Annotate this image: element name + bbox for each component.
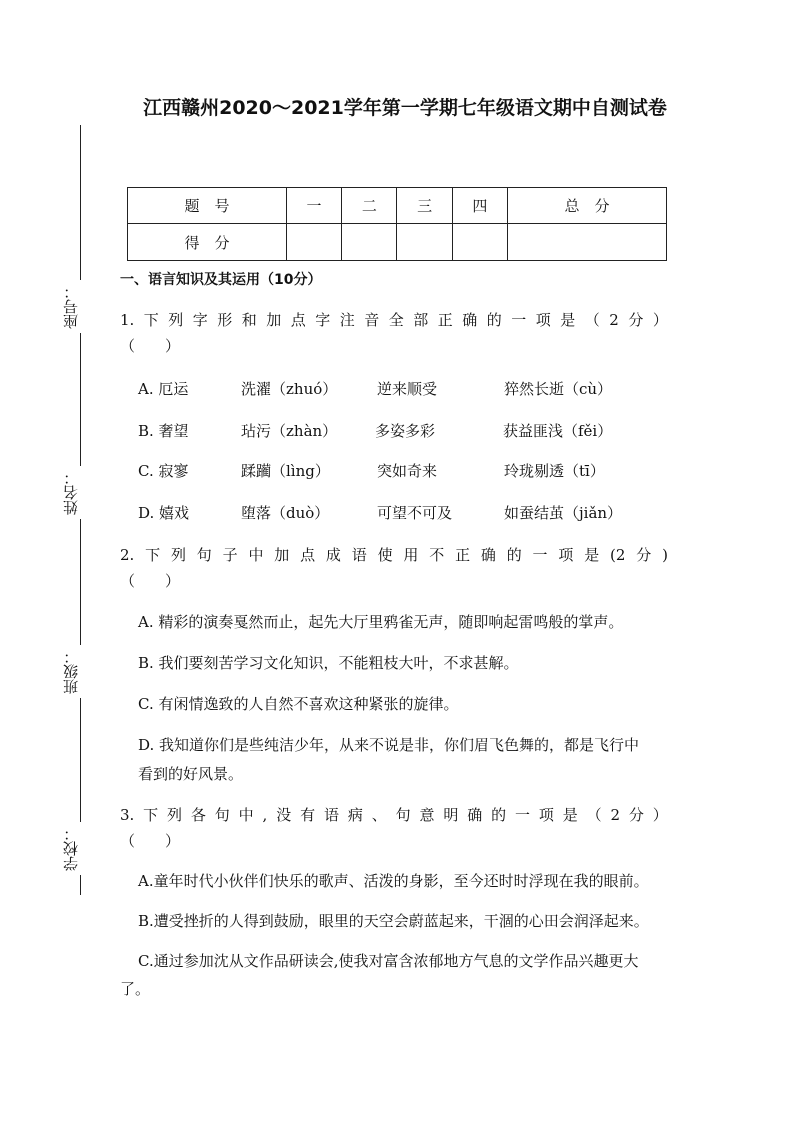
answer-blank: （ ） [120,832,181,850]
stem-char: 句 [214,806,230,824]
stem-char: 列 [168,311,184,329]
stem-char: 形 [217,311,233,329]
header-cell: 四 [452,188,507,224]
stem-char: 点 [290,311,306,329]
stem-char: 中 [248,546,264,564]
stem-char: 一 [532,546,548,564]
score-cell[interactable] [452,224,507,261]
stem-char: 中 [238,806,254,824]
option-part: B. 奢望 [138,422,189,440]
score-cell[interactable] [342,224,397,261]
stem-char: 正 [455,546,471,564]
stem-char: ） [652,311,668,329]
stem-char: 分 [628,311,644,329]
stem-char: 确 [462,311,478,329]
section-heading: 一、语言知识及其运用（10分） [120,272,322,288]
stem-char: 音 [364,311,380,329]
stem-char: 意 [419,806,435,824]
option-part: 猝然长逝（cù） [504,380,613,398]
stem-char: 使 [377,546,393,564]
option-part: 蹂躏（lìng） [241,462,330,480]
stem-char: 分 [628,806,644,824]
stem-char: 点 [300,546,316,564]
header-cell: 题 号 [128,188,287,224]
row-label-cell: 得 分 [128,224,287,261]
question-3-option-c-continued: 了。 [120,980,151,998]
stem-char: 字 [315,311,331,329]
stem-char: 确 [480,546,496,564]
stem-char: 下 [145,546,161,564]
stem-char: 各 [190,806,206,824]
question-1-stem [120,307,668,333]
stem-char: 和 [241,311,257,329]
stem-char: （ [584,311,600,329]
option-part: 玷污（zhàn） [241,422,338,440]
question-2-option-c: C. 有闲情逸致的人自然不喜欢这种紧张的旋律。 [138,695,459,713]
option-part: 玲珑剔透（tī） [504,462,605,480]
stem-char: 列 [170,546,186,564]
page-title: 江西赣州2020～2021学年第一学期七年级语文期中自测试卷 [143,97,667,119]
stem-char: 2. [120,546,135,564]
score-cell[interactable] [286,224,341,261]
stem-char: 有 [300,806,316,824]
option-part: D. 嬉戏 [138,504,190,522]
score-table-header-row [128,188,667,224]
question-2-option-d: D. 我知道你们是些纯洁少年，从来不说是非，你们眉飞色舞的，都是飞行中 [138,736,640,754]
stem-char: 是 [562,806,578,824]
option-part: 突如奇来 [377,462,438,480]
question-3-stem [120,802,668,828]
option-part: 逆来顺受 [377,380,438,398]
stem-char: 没 [276,806,292,824]
seat-number-label: 座号： [60,280,84,333]
question-2-option-a: A. 精彩的演奏戛然而止，起先大厅里鸦雀无声，随即响起雷鸣般的掌声。 [138,613,624,631]
option-part: 获益匪浅（fěi） [503,422,613,440]
stem-char: 病 [347,806,363,824]
answer-blank: （ ） [120,572,181,590]
stem-char: 一 [514,806,530,824]
stem-char: 一 [511,311,527,329]
option-part: 如蚕结茧（jiǎn） [504,504,623,522]
option-part: 多姿多彩 [375,422,436,440]
stem-char: ） [652,806,668,824]
stem-char: 是 [560,311,576,329]
stem-char: 语 [351,546,367,564]
score-cell[interactable] [397,224,452,261]
question-2-option-b: B. 我们要刻苦学习文化知识，不能粗枝大叶，不求甚解。 [138,654,519,672]
stem-char: 列 [167,806,183,824]
stem-char: (2 [610,546,626,564]
stem-char: 的 [506,546,522,564]
stem-char: 加 [274,546,290,564]
stem-char: 明 [443,806,459,824]
stem-char: 字 [192,311,208,329]
option-part: A. 厄运 [138,380,189,398]
stem-char: 全 [388,311,404,329]
header-cell: 三 [397,188,452,224]
question-2 [120,542,668,594]
stem-char: 加 [266,311,282,329]
stem-char: 下 [143,311,159,329]
stem-char: 、 [371,806,387,824]
stem-char: 项 [558,546,574,564]
stem-char: ) [662,546,668,564]
answer-blank: （ ） [120,337,181,355]
score-cell[interactable] [508,224,667,261]
stem-char: 3. [120,806,135,824]
question-2-option-d-continued: 看到的好风景。 [138,765,244,783]
header-cell: 一 [286,188,341,224]
stem-char: 的 [486,311,502,329]
stem-char: 子 [222,546,238,564]
stem-char: （ [586,806,602,824]
question-3-option-c: C.通过参加沈从文作品研读会,使我对富含浓郁地方气息的文学作品兴趣更大 [138,952,639,970]
stem-char: 正 [437,311,453,329]
stem-char: , [262,806,268,824]
option-part: 洗濯（zhuó） [241,380,338,398]
question-2-stem [120,542,668,568]
score-table [127,187,667,261]
stem-char: 的 [491,806,507,824]
stem-char: 2 [609,311,619,329]
name-label: 姓名： [60,466,84,519]
option-part: 可望不可及 [377,504,453,522]
class-label: 班级： [60,645,84,698]
question-1 [120,307,668,359]
stem-char: 语 [323,806,339,824]
stem-char: 用 [403,546,419,564]
stem-char: 1. [120,311,135,329]
option-part: 堕落（duò） [241,504,330,522]
stem-char: 项 [535,311,551,329]
stem-char: 分 [636,546,652,564]
stem-char: 项 [538,806,554,824]
stem-char: 部 [413,311,429,329]
header-cell: 总 分 [508,188,667,224]
header-cell: 二 [342,188,397,224]
stem-char: 确 [467,806,483,824]
stem-char: 句 [196,546,212,564]
stem-char: 是 [584,546,600,564]
question-3-option-a: A.童年时代小伙伴们快乐的歌声、活泼的身影，至今还时时浮现在我的眼前。 [138,872,649,890]
stem-char: 注 [339,311,355,329]
stem-char: 成 [325,546,341,564]
stem-char: 2 [610,806,620,824]
school-label: 学校： [60,822,84,875]
score-table-score-row [128,224,667,261]
question-3 [120,802,668,854]
stem-char: 句 [395,806,411,824]
stem-char: 不 [429,546,445,564]
question-3-option-b: B.遭受挫折的人得到鼓励，眼里的天空会蔚蓝起来，干涸的心田会润泽起来。 [138,912,649,930]
stem-char: 下 [143,806,159,824]
option-part: C. 寂寥 [138,462,189,480]
